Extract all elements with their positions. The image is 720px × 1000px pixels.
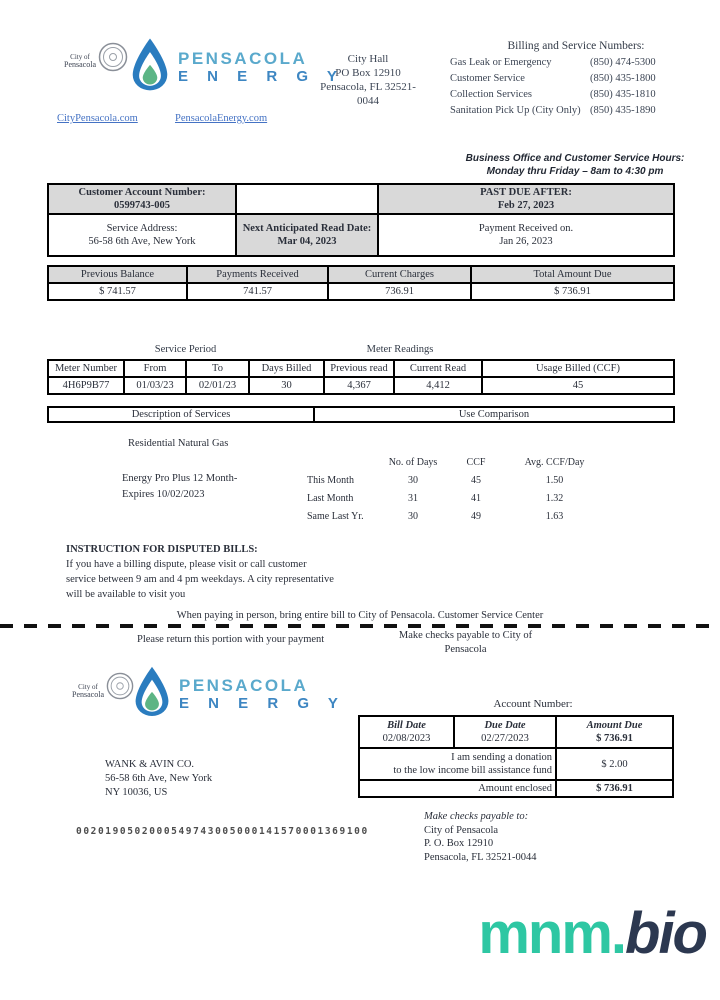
- link-pensacolaenergy[interactable]: PensacolaEnergy.com: [175, 113, 268, 124]
- service-address-cell: [48, 214, 236, 256]
- previous-balance-value: $ 741.57: [48, 283, 187, 300]
- pay-in-person-note: When paying in person, bring entire bill to City of Pensacola. Customer Service Center: [176, 610, 544, 621]
- make-checks-note: [378, 629, 553, 657]
- logo-word-energy: E N E R G Y: [178, 67, 345, 85]
- city-seal: [72, 672, 134, 705]
- meter-header: To: [186, 360, 249, 377]
- make-checks-line1: Make checks payable to City of: [398, 630, 533, 641]
- instructions-title: INSTRUCTION FOR DISPUTED BILLS:: [66, 544, 258, 555]
- billing-service-numbers: [450, 40, 702, 120]
- amount-enclosed-value: $ 736.91: [556, 780, 673, 797]
- city-seal: [64, 42, 128, 77]
- read-date-value: Mar 04, 2023: [277, 236, 337, 247]
- seal-label: [72, 684, 104, 698]
- business-hours-line1: Business Office and Customer Service Hours:: [465, 153, 685, 164]
- billing-number-row: [450, 88, 702, 101]
- donation-cell: [359, 748, 556, 780]
- meter-header: Current Read: [394, 360, 482, 377]
- comparison-days: 31: [408, 493, 418, 504]
- account-summary-table: [47, 183, 675, 257]
- logo-wordmark: [179, 677, 345, 711]
- total-amount-due-value: $ 736.91: [471, 283, 674, 300]
- balance-table: [47, 265, 675, 301]
- return-portion-note: Please return this portion with your payment: [137, 634, 325, 645]
- due-date-value: 02/27/2023: [481, 733, 529, 744]
- current-charges-value: 736.91: [328, 283, 471, 300]
- city-seal-icon: [106, 672, 134, 705]
- amount-due-value: $ 736.91: [596, 733, 633, 744]
- past-due-value: Feb 27, 2023: [497, 200, 555, 211]
- instructions-line: will be available to visit you: [66, 589, 186, 600]
- customer-address-block: [105, 758, 212, 800]
- plan-description: [122, 471, 237, 503]
- donation-line1: I am sending a donation: [451, 752, 552, 763]
- watermark-mnm: mnm.: [478, 901, 626, 966]
- seal-label-line1: City of: [70, 53, 90, 61]
- read-date-label: Next Anticipated Read Date:: [242, 223, 372, 234]
- service-type: Residential Natural Gas: [128, 438, 229, 449]
- balance-header: Payments Received: [187, 266, 328, 283]
- payment-received-label: Payment Received on.: [478, 223, 574, 234]
- use-comparison-table: [305, 440, 602, 524]
- link-citypensacola[interactable]: CityPensacola.com: [57, 113, 138, 124]
- service-address-value: 56-58 6th Ave, New York: [88, 236, 196, 247]
- customer-account-cell: [48, 184, 236, 214]
- previous-read-value: 4,367: [324, 377, 394, 394]
- mail-to-block: [424, 810, 536, 864]
- use-comparison-header: Use Comparison: [314, 407, 674, 422]
- seal-label-line2: Pensacola: [64, 60, 96, 69]
- tear-off-dashed-line: [0, 624, 720, 628]
- account-number-label: Account Number:: [493, 698, 573, 710]
- service-address-label: Service Address:: [106, 223, 178, 234]
- plan-line2: Expires 10/02/2023: [122, 489, 205, 500]
- donation-line2: to the low income bill assistance fund: [393, 765, 552, 776]
- amount-enclosed-label: Amount enclosed: [359, 780, 556, 797]
- logo-word-pensacola: PENSACOLA: [178, 48, 308, 68]
- plan-line1: Energy Pro Plus 12 Month-: [122, 473, 238, 484]
- due-date-label: Due Date: [484, 720, 526, 731]
- bill-date-cell: [359, 716, 454, 748]
- business-hours: [430, 152, 720, 178]
- meter-header: Days Billed: [249, 360, 324, 377]
- meter-header: Usage Billed (CCF): [482, 360, 674, 377]
- from-date-value: 01/03/23: [124, 377, 186, 394]
- flame-icon: [130, 36, 170, 97]
- meter-table: [47, 359, 675, 395]
- read-date-cell: [236, 214, 378, 256]
- payment-received-value: Jan 26, 2023: [499, 236, 553, 247]
- bill-date-label: Bill Date: [387, 720, 426, 731]
- billing-numbers-title: Billing and Service Numbers:: [507, 40, 645, 52]
- description-of-services-header: Description of Services: [48, 407, 314, 422]
- address-line: 0044: [357, 95, 379, 107]
- city-hall-address: [283, 52, 453, 108]
- to-date-value: 02/01/23: [186, 377, 249, 394]
- billing-number-label: Customer Service: [450, 73, 525, 84]
- service-period-title: Service Period: [154, 344, 217, 355]
- billing-number-row: [450, 72, 702, 85]
- comparison-avg: 1.63: [545, 511, 564, 522]
- customer-address-line1: 56-58 6th Ave, New York: [105, 773, 213, 784]
- seal-label-line2: Pensacola: [72, 690, 104, 699]
- customer-name: WANK & AVIN CO.: [105, 759, 195, 770]
- billing-number-label: Sanitation Pick Up (City Only): [450, 105, 581, 116]
- comparison-avg: 1.50: [545, 475, 564, 486]
- comparison-row-label: Last Month: [307, 493, 354, 504]
- seal-label-line1: City of: [78, 683, 98, 691]
- billing-number-label: Gas Leak or Emergency: [450, 57, 552, 68]
- comparison-row-label: Same Last Yr.: [307, 511, 364, 522]
- bill-date-value: 02/08/2023: [382, 733, 431, 744]
- comparison-days: 30: [408, 475, 418, 486]
- instructions-line: If you have a billing dispute, please visit or call customer: [66, 559, 307, 570]
- city-seal-icon: [98, 42, 128, 77]
- balance-header: Current Charges: [328, 266, 471, 283]
- balance-header: Previous Balance: [48, 266, 187, 283]
- col-header-ccf: CCF: [466, 457, 486, 468]
- meter-header: Meter Number: [48, 360, 124, 377]
- address-line: PO Box 12910: [335, 67, 401, 79]
- mail-to-line2: P. O. Box 12910: [424, 838, 494, 849]
- address-line: City Hall: [347, 53, 389, 65]
- pensacola-energy-logo: [133, 664, 345, 723]
- flame-icon: [133, 664, 171, 723]
- meter-header: Previous read: [324, 360, 394, 377]
- due-date-cell: [454, 716, 556, 748]
- current-read-value: 4,412: [394, 377, 482, 394]
- meter-number-value: 4H6P9B77: [48, 377, 124, 394]
- comparison-days: 30: [408, 511, 418, 522]
- empty-cell: [305, 440, 381, 470]
- comparison-ccf: 45: [471, 475, 481, 486]
- billing-number-value: (850) 435-1800: [590, 73, 656, 84]
- days-billed-value: 30: [249, 377, 324, 394]
- address-line: Pensacola, FL 32521-: [320, 81, 416, 93]
- disputed-bills-instructions: [66, 542, 334, 602]
- billing-number-value: (850) 435-1810: [590, 89, 656, 100]
- balance-header: Total Amount Due: [471, 266, 674, 283]
- col-header-days: No. of Days: [388, 457, 438, 468]
- amount-due-cell: [556, 716, 673, 748]
- services-header-bar: [47, 406, 675, 423]
- empty-cell: [236, 184, 378, 214]
- comparison-ccf: 41: [471, 493, 481, 504]
- billing-number-label: Collection Services: [450, 89, 532, 100]
- seal-label: [64, 54, 96, 68]
- payment-received-cell: [378, 214, 674, 256]
- amount-due-label: Amount Due: [586, 720, 643, 731]
- customer-account-value: 0599743-005: [114, 200, 170, 211]
- meter-header: From: [124, 360, 186, 377]
- past-due-label: PAST DUE AFTER:: [480, 187, 572, 198]
- logo-word-pensacola: PENSACOLA: [179, 675, 309, 695]
- remit-table: [358, 715, 674, 798]
- logo-word-energy: E N E R G Y: [179, 694, 346, 712]
- mail-to-line1: City of Pensacola: [424, 824, 499, 836]
- meter-readings-title: Meter Readings: [366, 344, 434, 355]
- customer-address-line2: NY 10036, US: [105, 787, 168, 798]
- past-due-cell: [378, 184, 674, 214]
- make-checks-line2: Pensacola: [444, 644, 487, 655]
- watermark-bio: bio: [625, 901, 706, 966]
- customer-account-label: Customer Account Number:: [78, 187, 206, 198]
- ocr-scanline: 0020190502000549743005000141570001369100: [76, 826, 369, 837]
- mnm-bio-watermark: [478, 901, 706, 966]
- mail-to-title: Make checks payable to:: [424, 811, 529, 822]
- comparison-avg: 1.32: [545, 493, 564, 504]
- instructions-line: service between 9 am and 4 pm weekdays. A city representative: [66, 574, 334, 585]
- col-header-avg: Avg. CCF/Day: [524, 457, 585, 468]
- donation-amount-cell: $ 2.00: [556, 748, 673, 780]
- business-hours-line2: Monday thru Friday – 8am to 4:30 pm: [486, 166, 664, 177]
- mail-to-line3: Pensacola, FL 32521-0044: [424, 851, 537, 863]
- payments-received-value: 741.57: [187, 283, 328, 300]
- billing-number-value: (850) 474-5300: [590, 57, 656, 68]
- comparison-row-label: This Month: [307, 475, 354, 486]
- billing-number-value: (850) 435-1890: [590, 105, 656, 116]
- usage-billed-value: 45: [482, 377, 674, 394]
- billing-number-row: [450, 56, 702, 69]
- billing-number-row: [450, 104, 702, 117]
- comparison-ccf: 49: [471, 511, 481, 522]
